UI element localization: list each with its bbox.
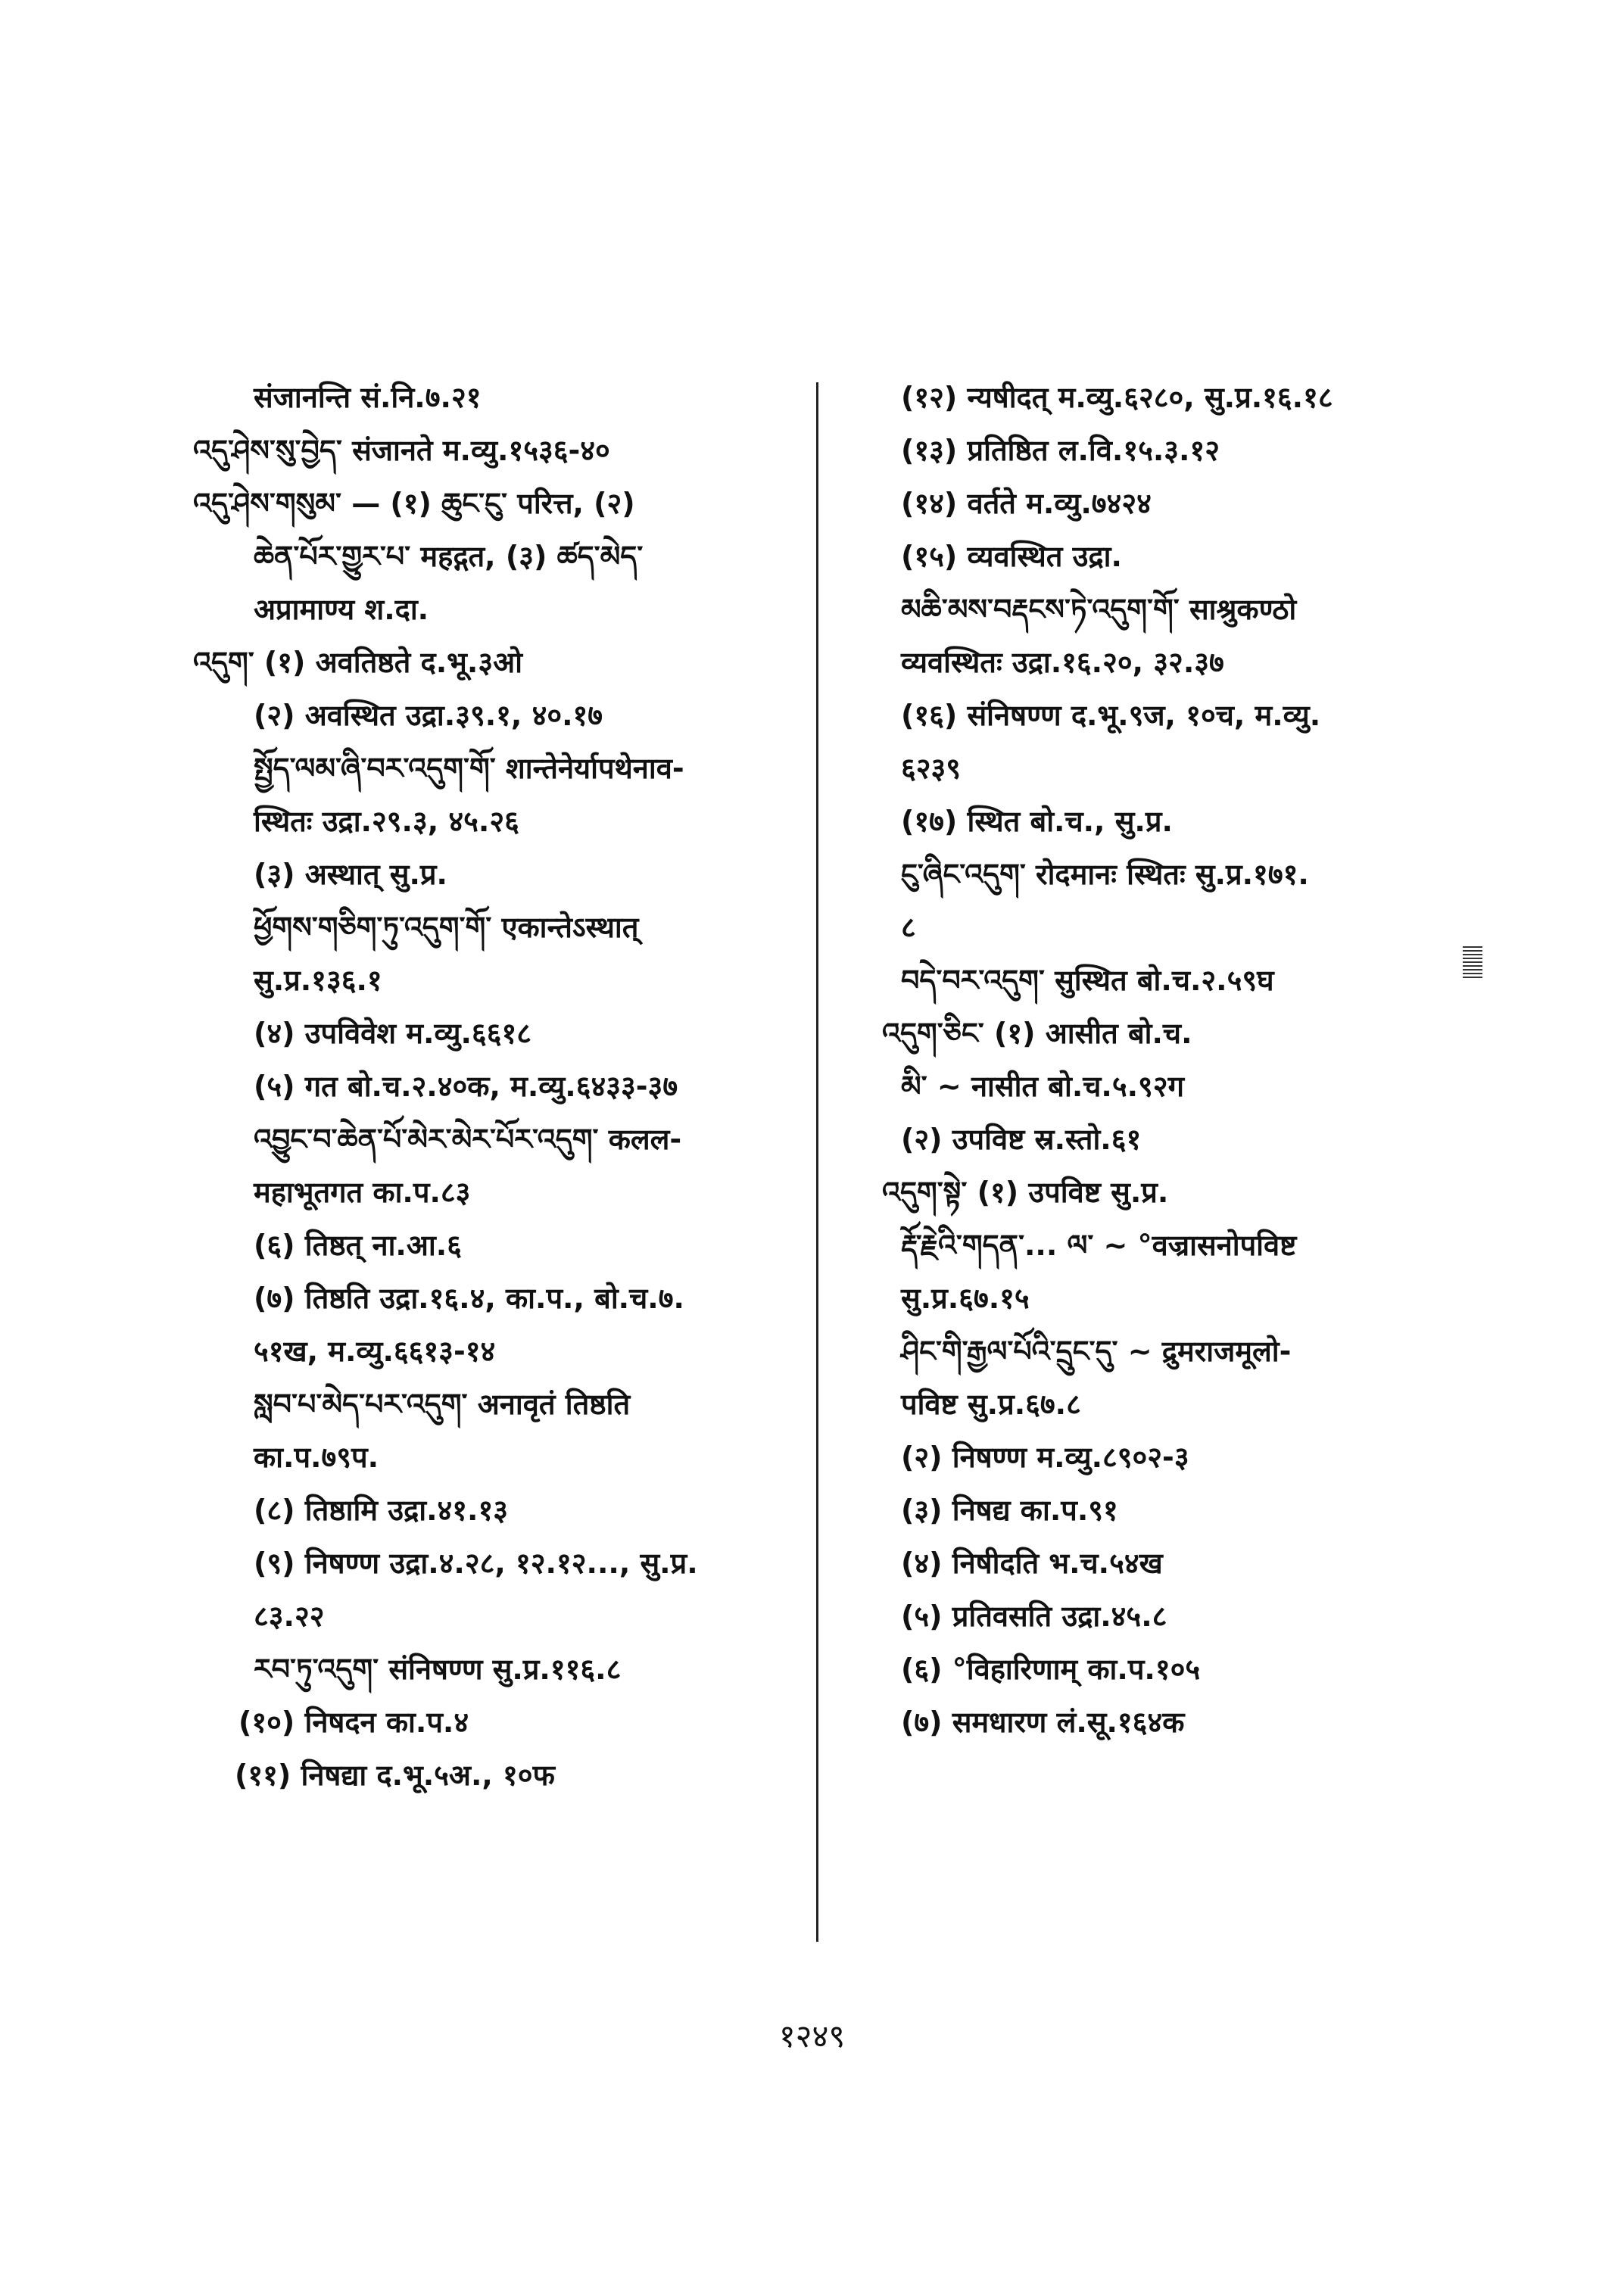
dictionary-line: स्थितः उद्रा.२९.३, ४५.२६ <box>254 805 519 838</box>
dictionary-line: (३) निषद्य का.प.९१ <box>901 1494 1118 1527</box>
dictionary-line: (१३) प्रतिष्ठित ल.वि.१५.३.१२ <box>901 434 1220 467</box>
left-column <box>193 371 799 1802</box>
dictionary-line: (३) अस्थात् सु.प्र. <box>254 858 447 891</box>
dictionary-line: (१२) न्यषीदत् म.व्यु.६२८०, सु.प्र.१६.१८ <box>901 381 1333 414</box>
dictionary-line: सु.प्र.१३६.१ <box>254 964 382 997</box>
dictionary-line: का.प.७९प. <box>254 1441 379 1474</box>
dictionary-line: ཆེན་པོར་གྱུར་པ་ महद्गत, (३) ཚད་མེད་ <box>254 540 644 573</box>
dictionary-line: སླབ་པ་མེད་པར་འདུག་ अनावृतं तिष्ठति <box>254 1388 631 1421</box>
dictionary-line: འབྱུང་བ་ཆེན་པོ་མེར་མེར་པོར་འདུག་ कलल- <box>254 1123 682 1156</box>
dictionary-line: འདུ་ཤེས་གསུམ་ — (१) ཆུང་ངུ་ परित्त, (२) <box>193 487 635 520</box>
dictionary-line: བདེ་བར་འདུག་ सुस्थित बो.च.२.५९घ <box>901 964 1274 997</box>
dictionary-line: (५) प्रतिवसति उद्रा.४५.८ <box>901 1600 1167 1633</box>
dictionary-line: ८३.२२ <box>254 1600 325 1633</box>
dictionary-line: རྡོ་རྗེའི་གདན་... ལ་ ~ °वज्रासनोपविष्ट <box>901 1229 1297 1262</box>
dictionary-line: (४) उपविवेश म.व्यु.६६१८ <box>254 1017 531 1050</box>
dictionary-line: འདུག་ (१) अवतिष्ठते द.भू.३ओ <box>193 646 522 679</box>
dictionary-line: पविष्ट सु.प्र.६७.८ <box>901 1388 1081 1421</box>
dictionary-line: (८) तिष्ठामि उद्रा.४१.१३ <box>254 1494 509 1527</box>
dictionary-line: सु.प्र.६७.१५ <box>901 1282 1030 1315</box>
dictionary-line: (१७) स्थित बो.च., सु.प्र. <box>901 805 1173 838</box>
dictionary-line: महाभूतगत का.प.८३ <box>254 1176 471 1209</box>
dictionary-line: ངུ་ཞིང་འདུག་ रोदमानः स्थितः सु.प्र.१७१. <box>901 858 1309 891</box>
dictionary-line: (२) उपविष्ट स्र.स्तो.६१ <box>901 1123 1142 1156</box>
dictionary-line: འདུག་སྟེ་ (१) उपविष्ट सु.प्र. <box>882 1176 1169 1209</box>
dictionary-line: (११) निषद्या द.भू.५अ., १०फ <box>235 1759 555 1792</box>
dictionary-line: (४) निषीदति भ.च.५४ख <box>901 1547 1163 1580</box>
dictionary-line: (१६) संनिषण्ण द.भू.९ज, १०च, म.व्यु. <box>901 699 1321 732</box>
page-number: १२४९ <box>778 2017 846 2055</box>
dictionary-line: ८ <box>901 911 916 944</box>
dictionary-line: ५१ख, म.व्यु.६६१३-१४ <box>254 1335 496 1368</box>
dictionary-line: (५) गत बो.च.२.४०क, म.व्यु.६४३३-३७ <box>254 1070 678 1103</box>
dictionary-line: རབ་ཏུ་འདུག་ संनिषण्ण सु.प्र.११६.८ <box>254 1653 622 1686</box>
right-column <box>882 371 1457 1749</box>
dictionary-line: འདུག་ཅིང་ (१) आसीत बो.च. <box>882 1017 1192 1050</box>
dictionary-line: संजानन्ति सं.नि.७.२१ <box>254 381 482 414</box>
dictionary-line: མཆི་མས་བརྡངས་ཏེ་འདུག་གོ་ साश्रुकण्ठो <box>901 593 1297 626</box>
dictionary-line: व्यवस्थितः उद्रा.१६.२०, ३२.३७ <box>901 646 1224 679</box>
dictionary-line: (६) तिष्ठत् ना.आ.६ <box>254 1229 462 1262</box>
dictionary-line: ६२३९ <box>901 752 962 785</box>
dictionary-line: (२) अवस्थित उद्रा.३९.१, ४०.१७ <box>254 699 603 732</box>
dictionary-line: (२) निषण्ण म.व्यु.८९०२-३ <box>901 1441 1189 1474</box>
dictionary-line: (७) समधारण लं.सू.१६४क <box>901 1706 1185 1739</box>
margin-mark <box>1463 946 1482 980</box>
dictionary-line: (१५) व्यवस्थित उद्रा. <box>901 540 1122 573</box>
dictionary-line: འདུ་ཤེས་སུ་བྱེད་ संजानते म.व्यु.१५३६-४० <box>193 434 610 467</box>
dictionary-line: (१०) निषदन का.प.४ <box>238 1706 469 1739</box>
dictionary-line: (१४) वर्तते म.व्यु.७४२४ <box>901 487 1152 520</box>
dictionary-line: (७) तिष्ठति उद्रा.१६.४, का.प., बो.च.७. <box>254 1282 684 1315</box>
dictionary-line: ཤིང་གི་རྒྱལ་པོའི་དྲུང་དུ་ ~ द्रुमराजमूलो- <box>901 1335 1292 1368</box>
dictionary-line: (६) °विहारिणाम् का.प.१०५ <box>901 1653 1201 1686</box>
dictionary-line: अप्रामाण्य श.दा. <box>254 593 429 626</box>
dictionary-line: མི་ ~ नासीत बो.च.५.९२ग <box>901 1070 1184 1103</box>
dictionary-line: སྤྱོད་ལམ་ཞི་བར་འདུག་གོ་ शान्तेनेर्यापथेनाव- <box>254 752 684 785</box>
dictionary-line: ཕྱོགས་གཅིག་ཏུ་འདུག་གོ་ एकान्तेऽस्थात् <box>254 911 639 944</box>
dictionary-line: (९) निषण्ण उद्रा.४.२८, १२.१२..., सु.प्र. <box>254 1547 698 1580</box>
column-divider <box>816 382 818 1942</box>
